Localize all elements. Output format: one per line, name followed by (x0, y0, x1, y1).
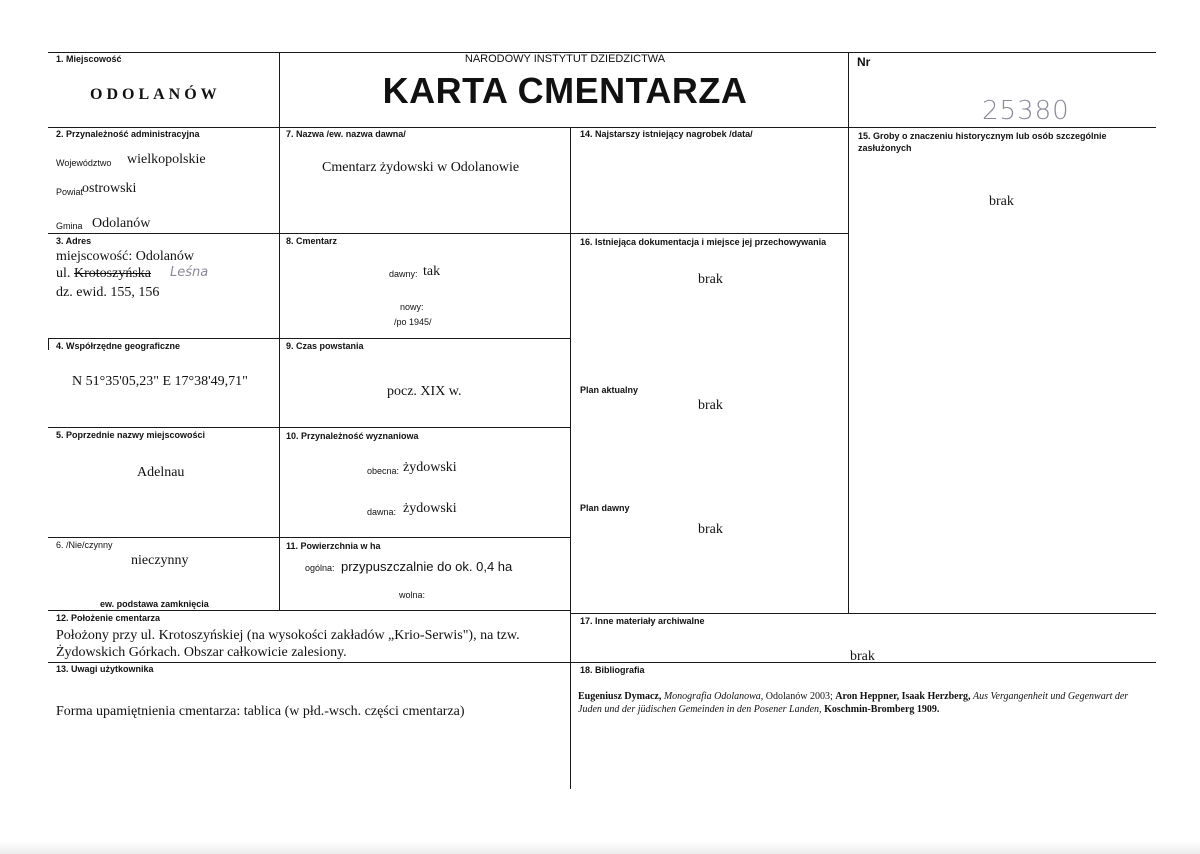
hline-c1-127 (48, 127, 280, 128)
f1-value: ODOLANÓW (90, 86, 221, 103)
f11-ogolna-label: ogólna: (305, 563, 335, 573)
hline-c2-537 (279, 537, 571, 538)
hline-c1-233 (48, 233, 280, 234)
f6-value: nieczynny (131, 553, 189, 568)
hline-c1-427 (48, 427, 280, 428)
hline-613 (570, 613, 1156, 614)
f12-line1: Położony przy ul. Krotoszyńskiej (na wysokości zakładów „Krio-Serwis"), na tzw. (56, 628, 520, 643)
f18-title2: Aus Vergangenheit und Gegenwart der Juden und der jüdischen Gemeinden in den Posener Landen, (578, 691, 1129, 715)
f10-dawna-value: żydowski (403, 501, 457, 516)
f8-nowy-sub: /po 1945/ (394, 317, 432, 327)
f3-street-struck: Krotoszyńska (74, 266, 151, 281)
f13-value: Forma upamiętnienia cmentarza: tablica (w płd.-wsch. części cmentarza) (56, 704, 465, 719)
hline-c2-427 (279, 427, 571, 428)
f18-author2: Aron Heppner, Isaak Herzberg, (835, 691, 971, 702)
f2-powiat-label: Powiat (56, 187, 84, 197)
hline-c2-233 (279, 233, 849, 234)
f10-dawna-label: dawna: (367, 507, 397, 517)
f10-label: 10. Przynależność wyznaniowa (286, 431, 419, 441)
f3-label: 3. Adres (56, 236, 92, 246)
f18-rest2: Koschmin-Bromberg 1909. (824, 704, 940, 715)
f16-plan-aktualny-label: Plan aktualny (580, 385, 639, 395)
f14-label: 14. Najstarszy istniejący nagrobek /data/ (580, 129, 753, 139)
f7-label: 7. Nazwa /ew. nazwa dawna/ (286, 129, 406, 139)
institute-name: NARODOWY INSTYTUT DZIEDZICTWA (464, 53, 666, 65)
f18-rest1: Odolanów 2003; (763, 691, 836, 702)
nr-value: 25380 (982, 96, 1070, 126)
f2-label: 2. Przynależność administracyjna (56, 129, 200, 139)
hline-c2-127 (279, 127, 849, 128)
f4-value: N 51°35'05,23" E 17°38'49,71" (72, 374, 248, 389)
hline-c2-338 (279, 338, 571, 339)
f4-label: 4. Współrzędne geograficzne (56, 341, 181, 351)
f6-label: 6. /Nie/czynny (56, 540, 113, 550)
f3-line1: miejscowość: Odolanów (56, 249, 195, 264)
f15-label: 15. Groby o znaczeniu historycznym lub osób szczególnie zasłużonych (858, 131, 1107, 153)
f18-author1: Eugeniusz Dymacz, (578, 691, 662, 702)
f13-label: 13. Uwagi użytkownika (56, 664, 154, 674)
f8-dawny-value: tak (423, 264, 441, 279)
f10-obecna-label: obecna: (367, 466, 400, 476)
f6-footer: ew. podstawa zamknięcia (100, 599, 209, 609)
f5-value: Adelnau (137, 465, 185, 480)
f18-title1: Monografia Odolanowa, (663, 691, 764, 702)
f16-value: brak (698, 272, 723, 287)
f11-ogolna-value: przypuszczalnie do ok. 0,4 ha (341, 559, 513, 574)
hline-c4-127 (848, 127, 1156, 128)
f2-powiat-value: ostrowski (82, 181, 137, 196)
f16-plan-dawny-label: Plan dawny (580, 503, 630, 513)
vline-col3 (848, 52, 849, 614)
f18-bibliography (578, 690, 1148, 716)
f7-value: Cmentarz żydowski w Odolanowie (322, 160, 520, 175)
f11-label: 11. Powierzchnia w ha (286, 541, 381, 551)
f12-line2: Żydowskich Górkach. Obszar całkowicie zalesiony. (56, 645, 347, 660)
f8-nowy-label: nowy: (400, 302, 424, 312)
page-title: KARTA CMENTARZA (382, 70, 748, 111)
f3-street-prefix: ul. (56, 266, 71, 281)
hline-610 (48, 610, 571, 611)
hline-662 (48, 662, 1156, 663)
f12-label: 12. Położenie cmentarza (56, 613, 161, 623)
f16-plan-dawny-value: brak (698, 522, 723, 537)
scan-edge-shadow (0, 842, 1200, 854)
f2-gmina-value: Odolanów (92, 216, 151, 231)
f16-label: 16. Istniejąca dokumentacja i miejsce jej przechowywania (580, 237, 827, 247)
f5-label: 5. Poprzednie nazwy miejscowości (56, 430, 206, 440)
vline-left-f4 (48, 338, 49, 350)
f17-value: brak (850, 649, 875, 664)
hline-c1-537 (48, 537, 280, 538)
f3-line3: dz. ewid. 155, 156 (56, 285, 160, 300)
f2-woj-label: Województwo (56, 158, 112, 168)
vline-col1 (279, 52, 280, 610)
f8-dawny-label: dawny: (389, 269, 418, 279)
f8-label: 8. Cmentarz (286, 236, 338, 246)
f16-plan-aktualny-value: brak (698, 398, 723, 413)
f3-street-hand: Leśna (170, 265, 209, 280)
f9-value: pocz. XIX w. (387, 384, 462, 399)
f17-label: 17. Inne materiały archiwalne (580, 616, 705, 626)
hline-c1-338 (48, 338, 280, 339)
f2-gmina-label: Gmina (56, 221, 83, 231)
f2-woj-value: wielkopolskie (127, 152, 206, 167)
nr-label: Nr (857, 55, 871, 69)
f11-wolna-label: wolna: (399, 590, 426, 600)
vline-col2 (570, 127, 571, 789)
f10-obecna-value: żydowski (403, 460, 457, 475)
f9-label: 9. Czas powstania (286, 341, 364, 351)
f18-label: 18. Bibliografia (580, 665, 645, 675)
f1-label: 1. Miejscowość (56, 54, 122, 64)
f15-value: brak (989, 194, 1014, 209)
